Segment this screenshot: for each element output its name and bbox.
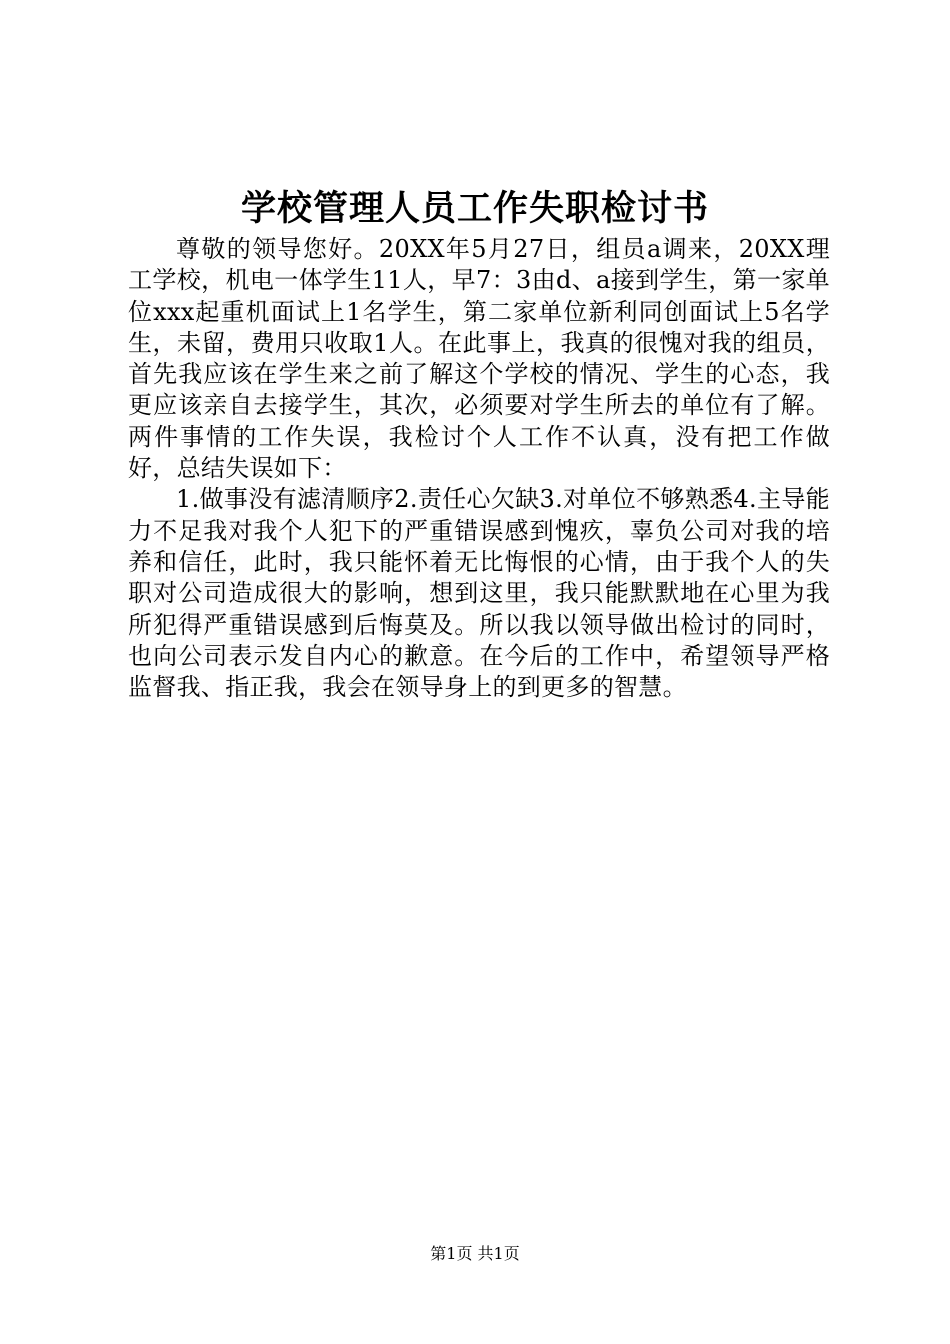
document-body [128, 234, 830, 703]
page-footer: 第1页 共1页 [430, 1244, 520, 1263]
document-title: 学校管理人员工作失职检讨书 [240, 188, 709, 229]
paragraph: 尊敬的领导您好。20XX年5月27日，组员a调来，20XX理工学校，机电一体学生11人，早7：3由d、a接到学生，第一家单位xxx起重机面试上1名学生，第二家单位新利同创面试上5名学生，未留，费用只收取1人。在此事上，我真的很愧对我的组员，首先我应该在学生来之前了解这个学校的情况、学生的心态，我更应该亲自去接学生，其次，必须要对学生所去的单位有了解。两件事情的工作失误，我检讨个人工作不认真，没有把工作做好，总结失误如下： [128, 235, 830, 483]
paragraph: 1.做事没有滤清顺序2.责任心欠缺3.对单位不够熟悉4.主导能力不足我对我个人犯下的严重错误感到愧疚，辜负公司对我的培养和信任，此时，我只能怀着无比悔恨的心情，由于我个人的失职对公司造成很大的影响，想到这里，我只能默默地在心里为我所犯得严重错误感到后悔莫及。所以我以领导做出检讨的同时，也向公司表示发自内心的歉意。在今后的工作中，希望领导严格监督我、指正我，我会在领导身上的到更多的智慧。 [128, 485, 830, 702]
